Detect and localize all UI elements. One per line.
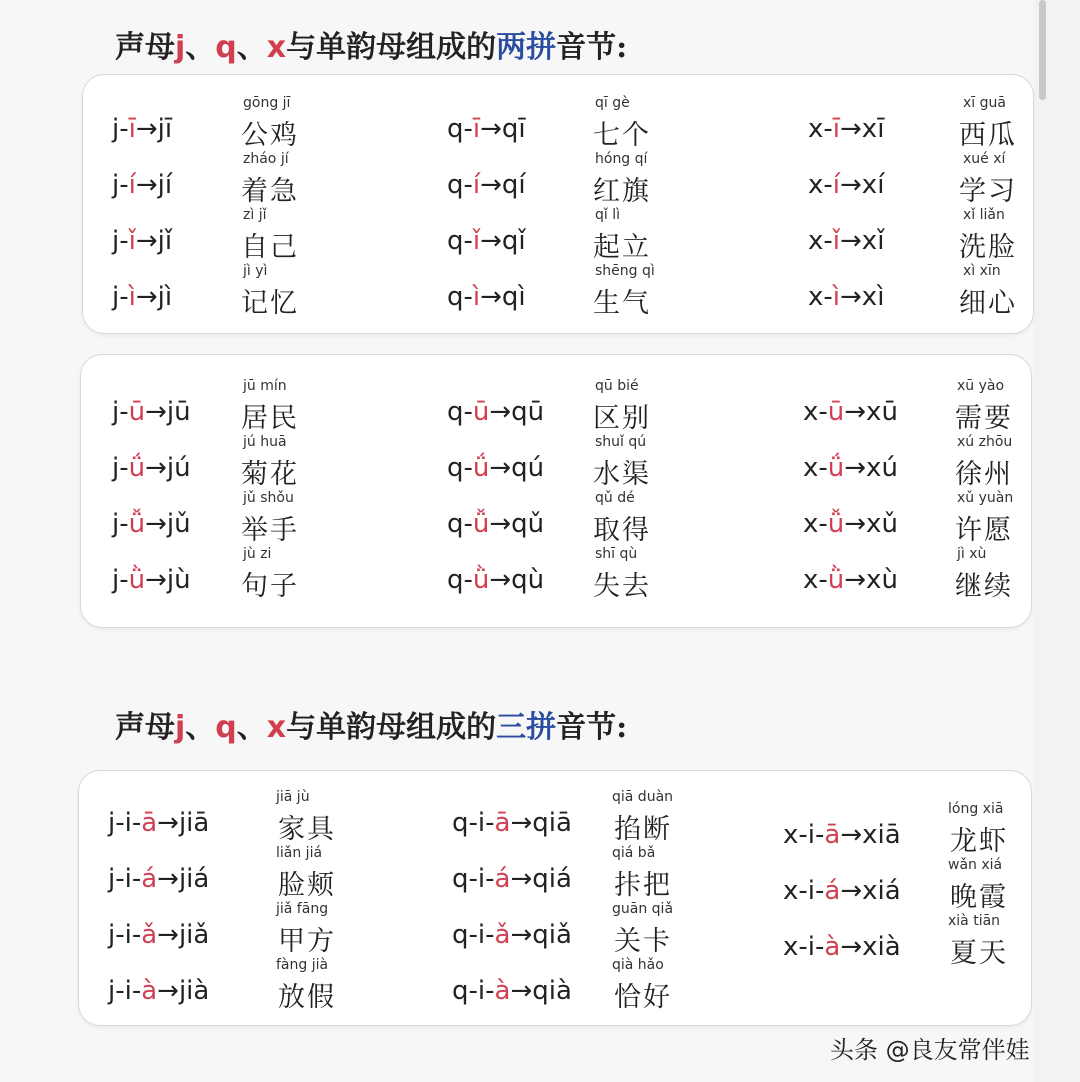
formula-result: →qià [510,976,572,1006]
formula-result: →jǐ [135,226,173,256]
formula-result: →jià [157,976,210,1006]
heading-separator: 、 [185,30,216,65]
word-pinyin: lóng xiā [948,801,1004,817]
word-pinyin: qǐ lì [595,207,621,223]
word-hanzi: 记忆 [241,288,299,319]
formula-vowel: á [494,864,511,894]
formula-result: →jī [135,114,173,144]
syllable-formula [447,282,526,312]
syllable-formula [447,226,526,256]
formula-vowel: ì [832,282,841,312]
word-pinyin: shēng qì [595,263,655,279]
syllable-formula [447,114,526,144]
word-hanzi: 生气 [593,288,651,319]
word-hanzi: 需要 [955,403,1013,434]
syllable-formula [112,565,191,595]
word-hanzi: 举手 [241,515,299,546]
formula-initial: q- [447,282,473,312]
heading-text: 与单韵母组成的 [286,710,497,745]
formula-result: →qǐ [480,226,526,256]
formula-result: →xǔ [844,509,898,539]
word-hanzi: 关卡 [614,926,672,957]
word-pinyin: fàng jià [276,957,329,973]
formula-initial: j- [112,453,129,483]
word-hanzi: 区别 [593,403,651,434]
word-pinyin: xì xīn [963,263,1001,279]
word-hanzi: 拤把 [614,870,672,901]
heading-letter-x: x [266,30,287,65]
word-hanzi: 夏天 [950,938,1008,969]
formula-initial: q-i- [452,864,495,894]
section-heading-two-spell [115,22,627,66]
syllable-formula [108,864,209,894]
formula-initial: j-i- [108,808,142,838]
heading-letter-x: x [266,710,287,745]
formula-result: →qǔ [489,509,545,539]
word-pinyin: wǎn xiá [948,857,1003,873]
word-pinyin: qiá bǎ [612,845,656,861]
formula-result: →qī [480,114,526,144]
word-pinyin: jì yì [243,263,268,279]
formula-vowel: ǐ [128,226,136,256]
formula-vowel: ǘ [827,453,845,483]
word-pinyin: liǎn jiá [276,845,323,861]
formula-vowel: ā [494,808,511,838]
formula-initial: q- [447,226,473,256]
word-pinyin: zì jǐ [243,207,267,223]
formula-initial: x- [803,397,828,427]
scrollbar[interactable] [1034,0,1080,1082]
formula-result: →jiǎ [157,920,210,950]
syllable-formula [803,397,898,427]
formula-initial: q-i- [452,976,495,1006]
formula-initial: j- [112,282,129,312]
word-pinyin: qià hǎo [612,957,664,973]
formula-result: →qì [480,282,526,312]
formula-initial: q- [447,565,473,595]
formula-initial: q- [447,170,473,200]
word-hanzi: 水渠 [593,459,651,490]
word-hanzi: 徐州 [955,459,1013,490]
formula-result: →xú [844,453,898,483]
formula-result: →xù [844,565,898,595]
syllable-formula [447,453,544,483]
formula-vowel: ǚ [128,509,146,539]
formula-result: →qí [480,170,526,200]
formula-initial: j- [112,565,129,595]
syllable-formula [452,976,572,1006]
word-pinyin: jū mín [243,378,287,394]
formula-vowel: ū [472,397,490,427]
formula-vowel: ū [128,397,146,427]
formula-initial: j- [112,226,129,256]
word-pinyin: qiā duàn [612,789,674,805]
formula-initial: x- [803,565,828,595]
word-pinyin: xǐ liǎn [963,207,1005,223]
heading-text: 声母 [115,710,175,745]
heading-letter-j: j [175,710,186,745]
word-pinyin: qū bié [595,378,639,394]
word-hanzi: 掐断 [614,814,672,845]
heading-separator: 、 [236,710,267,745]
word-pinyin: guān qiǎ [612,901,674,917]
formula-vowel: ǐ [832,226,841,256]
word-pinyin: shī qù [595,546,638,562]
word-hanzi: 失去 [593,571,651,602]
formula-initial: q- [447,397,473,427]
word-hanzi: 句子 [241,571,299,602]
formula-result: →qú [489,453,545,483]
formula-initial: j- [112,397,129,427]
syllable-formula [808,170,884,200]
word-pinyin: jiā jù [276,789,310,805]
heading-text: 音节: [556,30,628,65]
word-pinyin: qǔ dé [595,490,635,506]
heading-text: 与单韵母组成的 [286,30,497,65]
syllable-formula [783,876,901,906]
word-hanzi: 恰好 [614,982,672,1013]
formula-result: →xí [840,170,885,200]
formula-vowel: ī [832,114,841,144]
formula-vowel: ǜ [128,565,146,595]
word-hanzi: 洗脸 [959,232,1017,263]
formula-vowel: ǚ [827,509,845,539]
formula-vowel: ǜ [472,565,490,595]
syllable-formula [112,282,172,312]
watermark: 头条 @良友常伴娃 [830,1036,1030,1064]
formula-initial: q-i- [452,920,495,950]
formula-result: →qiǎ [510,920,572,950]
heading-emphasis: 两拼 [496,30,557,65]
formula-vowel: ǎ [141,920,158,950]
word-pinyin: jú huā [243,434,287,450]
word-pinyin: xǔ yuàn [957,490,1014,506]
word-pinyin: hóng qí [595,151,648,167]
formula-vowel: á [141,864,158,894]
syllable-formula [112,453,191,483]
card-single-vowel-i [82,74,1034,334]
formula-vowel: ǚ [472,509,490,539]
word-hanzi: 公鸡 [241,120,299,151]
word-hanzi: 甲方 [278,926,336,957]
formula-vowel: ì [128,282,136,312]
formula-initial: x- [808,226,833,256]
formula-vowel: í [832,170,841,200]
formula-initial: x-i- [783,820,825,850]
formula-result: →xì [840,282,885,312]
formula-initial: x-i- [783,932,825,962]
formula-result: →xǐ [840,226,885,256]
word-hanzi: 起立 [593,232,651,263]
word-hanzi: 红旗 [593,176,651,207]
syllable-formula [447,170,526,200]
syllable-formula [803,453,898,483]
formula-vowel: ǘ [128,453,146,483]
syllable-formula [112,509,191,539]
formula-vowel: à [141,976,158,1006]
section-heading-three-spell [115,702,627,746]
formula-result: →xū [844,397,898,427]
formula-vowel: ǎ [494,920,511,950]
word-pinyin: xī guā [963,95,1006,111]
word-pinyin: jiǎ fāng [276,901,329,917]
formula-vowel: í [472,170,481,200]
formula-result: →jí [135,170,173,200]
word-hanzi: 放假 [278,982,336,1013]
formula-initial: x- [808,114,833,144]
word-pinyin: shuǐ qú [595,434,647,450]
syllable-formula [447,397,544,427]
heading-text: 音节: [556,710,628,745]
formula-initial: q-i- [452,808,495,838]
heading-separator: 、 [236,30,267,65]
syllable-formula [112,170,172,200]
formula-vowel: ī [472,114,481,144]
formula-vowel: à [494,976,511,1006]
heading-letter-j: j [175,30,186,65]
syllable-formula [447,565,544,595]
formula-result: →qū [489,397,545,427]
word-pinyin: xià tiān [948,913,1001,929]
word-hanzi: 取得 [593,515,651,546]
formula-result: →jù [145,565,191,595]
word-hanzi: 细心 [959,288,1017,319]
formula-result: →xiá [840,876,901,906]
word-pinyin: jù zi [243,546,272,562]
formula-vowel: ǐ [472,226,481,256]
formula-initial: j-i- [108,976,142,1006]
syllable-formula [452,920,572,950]
syllable-formula [452,808,572,838]
word-hanzi: 着急 [241,176,299,207]
formula-vowel: à [824,932,841,962]
word-pinyin: xū yào [957,378,1005,394]
formula-initial: q- [447,509,473,539]
word-hanzi: 七个 [593,120,651,151]
word-hanzi: 菊花 [241,459,299,490]
syllable-formula [803,565,898,595]
formula-vowel: ǘ [472,453,490,483]
word-pinyin: jì xù [957,546,987,562]
syllable-formula [112,226,172,256]
formula-initial: x- [808,282,833,312]
formula-initial: x- [803,453,828,483]
word-hanzi: 学习 [959,176,1017,207]
syllable-formula [808,226,884,256]
formula-result: →xià [840,932,901,962]
heading-separator: 、 [185,710,216,745]
word-pinyin: jǔ shǒu [243,490,294,506]
scrollbar-thumb[interactable] [1039,0,1046,100]
formula-initial: q- [447,114,473,144]
formula-result: →qiā [510,808,572,838]
formula-vowel: á [824,876,841,906]
formula-vowel: ǜ [827,565,845,595]
word-hanzi: 龙虾 [950,826,1008,857]
syllable-formula [108,976,209,1006]
formula-initial: j- [112,509,129,539]
formula-result: →xī [840,114,885,144]
word-pinyin: xú zhōu [957,434,1013,450]
syllable-formula [452,864,572,894]
formula-vowel: ī [128,114,136,144]
syllable-formula [108,920,209,950]
syllable-formula [803,509,898,539]
formula-vowel: í [128,170,136,200]
word-hanzi: 自己 [241,232,299,263]
formula-vowel: ū [827,397,845,427]
formula-result: →qiá [510,864,572,894]
word-pinyin: xué xí [963,151,1006,167]
word-pinyin: zháo jí [243,151,289,167]
heading-letter-q: q [215,30,237,65]
formula-result: →jì [135,282,173,312]
formula-initial: j-i- [108,864,142,894]
formula-result: →jū [145,397,191,427]
formula-vowel: ì [472,282,481,312]
word-hanzi: 家具 [278,814,336,845]
formula-initial: x- [803,509,828,539]
heading-letter-q: q [215,710,237,745]
syllable-formula [808,282,884,312]
word-hanzi: 继续 [955,571,1013,602]
formula-result: →jú [145,453,191,483]
syllable-formula [447,509,544,539]
formula-initial: j- [112,114,129,144]
formula-vowel: ā [141,808,158,838]
word-hanzi: 晚霞 [950,882,1008,913]
formula-result: →jǔ [145,509,191,539]
heading-emphasis: 三拼 [496,710,557,745]
syllable-formula [783,820,901,850]
formula-result: →qù [489,565,545,595]
syllable-formula [783,932,901,962]
formula-result: →jiā [157,808,210,838]
word-hanzi: 许愿 [955,515,1013,546]
word-hanzi: 脸颊 [278,870,336,901]
word-hanzi: 西瓜 [959,120,1017,151]
heading-text: 声母 [115,30,175,65]
formula-initial: q- [447,453,473,483]
formula-vowel: ā [824,820,841,850]
word-pinyin: gōng jī [243,95,291,111]
syllable-formula [112,114,172,144]
syllable-formula [108,808,209,838]
formula-initial: x- [808,170,833,200]
formula-initial: j- [112,170,129,200]
formula-result: →xiā [840,820,901,850]
syllable-formula [112,397,191,427]
syllable-formula [808,114,884,144]
formula-result: →jiá [157,864,210,894]
formula-initial: j-i- [108,920,142,950]
word-pinyin: qī gè [595,95,630,111]
word-hanzi: 居民 [241,403,299,434]
formula-initial: x-i- [783,876,825,906]
